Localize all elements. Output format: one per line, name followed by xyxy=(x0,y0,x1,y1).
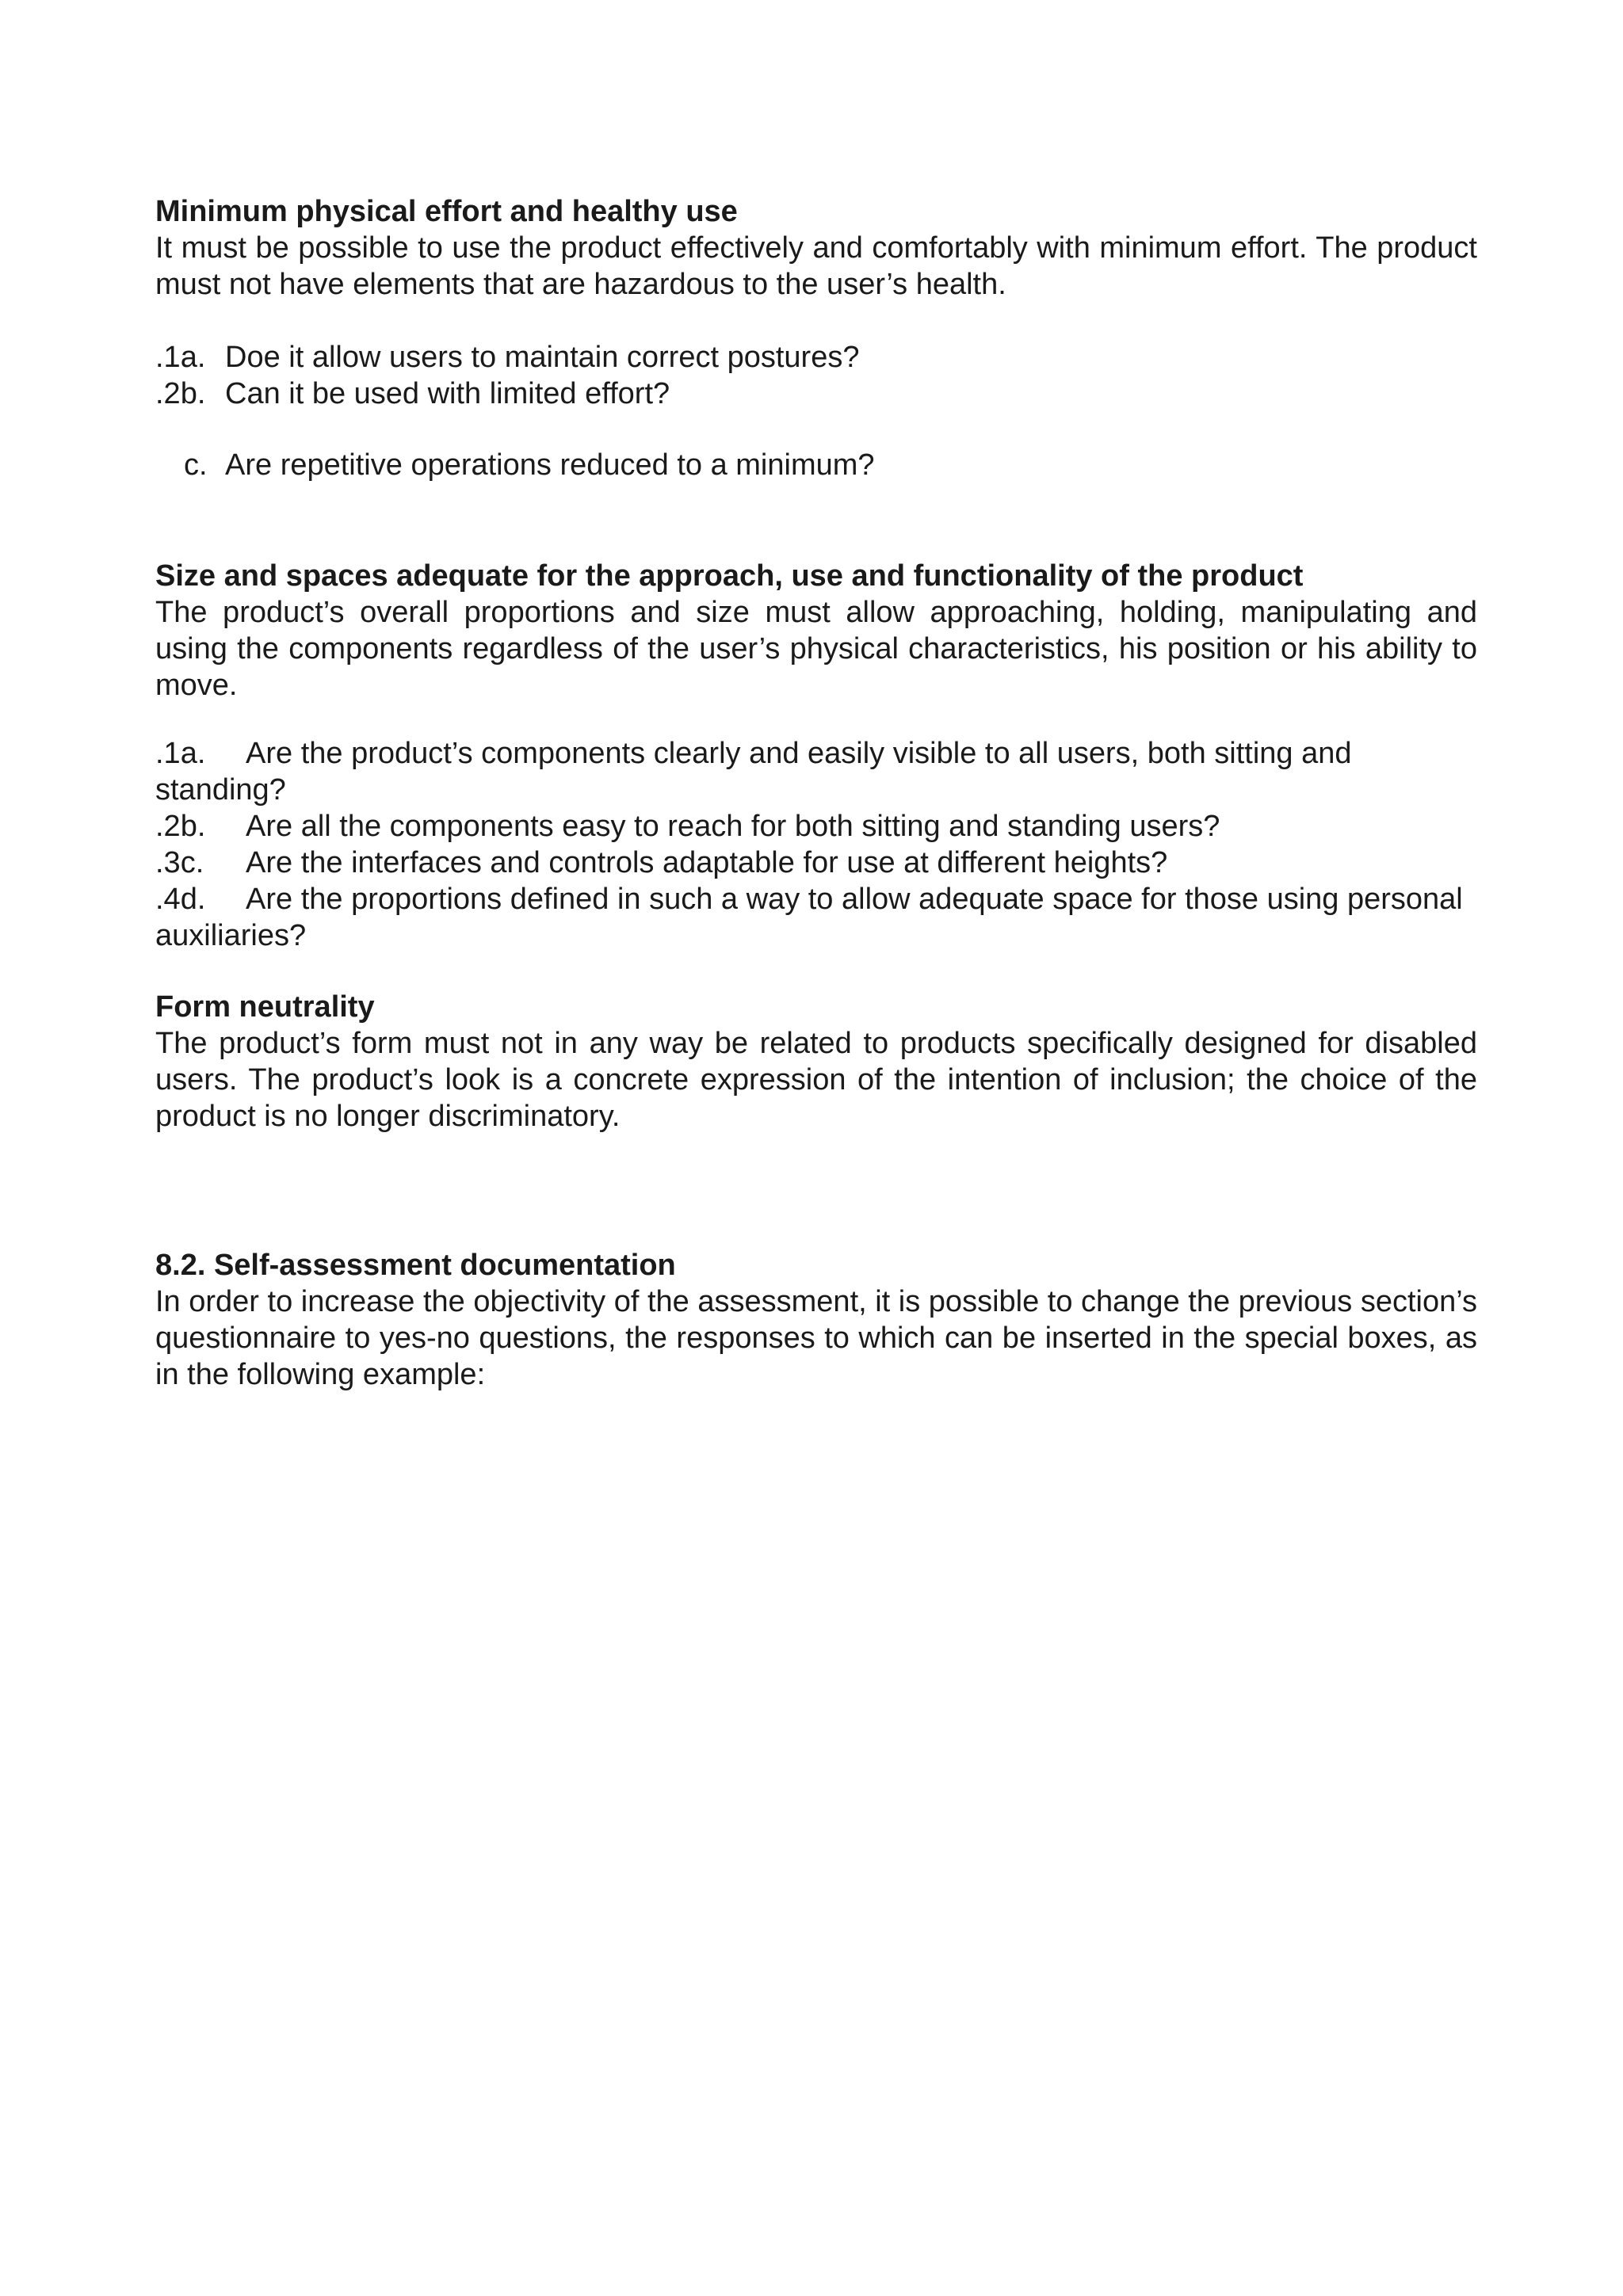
document-page xyxy=(155,193,1477,1393)
list-item-text: Are the product’s components clearly and easily visible to all users, both sitting and standing? xyxy=(155,737,1352,807)
list-item-text: Doe it allow users to maintain correct postures? xyxy=(225,341,860,374)
list-item xyxy=(155,376,1477,412)
list-item-number: .1a. xyxy=(155,341,206,374)
section-heading-form-neutrality: Form neutrality xyxy=(155,990,375,1024)
list-item-number: .4d. xyxy=(155,883,206,916)
list-item xyxy=(155,808,1477,845)
section-heading-self-assessment: 8.2. Self-assessment documentation xyxy=(155,1249,676,1282)
list-item-text: Are all the components easy to reach for both sitting and standing users? xyxy=(246,810,1220,843)
list-item-text: Are the interfaces and controls adaptable for use at different heights? xyxy=(246,846,1168,879)
section-heading-physical-effort: Minimum physical effort and healthy use xyxy=(155,195,738,228)
list-item xyxy=(155,339,1477,376)
section-body-self-assessment: In order to increase the objectivity of the assessment, it is possible to change the previous section’s questionnaire to yes-no questions, the responses to which can be inserted in the special boxes, as in the following example: xyxy=(155,1285,1477,1391)
section-body-size-spaces: The product’s overall proportions and size must allow approaching, holding, manipulating and using the components regardless of the user’s physical characteristics, his position or his ability to move. xyxy=(155,596,1477,702)
list-item-number: .3c. xyxy=(155,846,204,879)
list-item-number: .1a. xyxy=(155,737,206,770)
list-item xyxy=(155,845,1477,881)
list-item xyxy=(155,735,1477,808)
list-item-text: Are the proportions defined in such a way to allow adequate space for those using personal auxiliaries? xyxy=(155,883,1463,952)
question-list-physical-effort xyxy=(155,339,1477,412)
list-item-number: .2b. xyxy=(155,810,206,843)
list-item-text: Can it be used with limited effort? xyxy=(225,377,670,410)
question-list-size-spaces xyxy=(155,735,1477,954)
list-item-number: c. xyxy=(184,448,208,482)
list-item-number: .2b. xyxy=(155,377,206,410)
list-item xyxy=(155,447,1477,483)
list-item xyxy=(155,881,1477,954)
section-heading-size-spaces: Size and spaces adequate for the approach, use and functionality of the product xyxy=(155,559,1304,593)
section-body-physical-effort: It must be possible to use the product effectively and comfortably with minimum effort. The product must not have elements that are hazardous to the user’s health. xyxy=(155,231,1477,301)
section-body-form-neutrality: The product’s form must not in any way be related to products specifically designed for disabled users. The product’s look is a concrete expression of the intention of inclusion; the choice of the product is no longer discriminatory. xyxy=(155,1027,1477,1133)
list-item-text: Are repetitive operations reduced to a minimum? xyxy=(225,448,875,482)
